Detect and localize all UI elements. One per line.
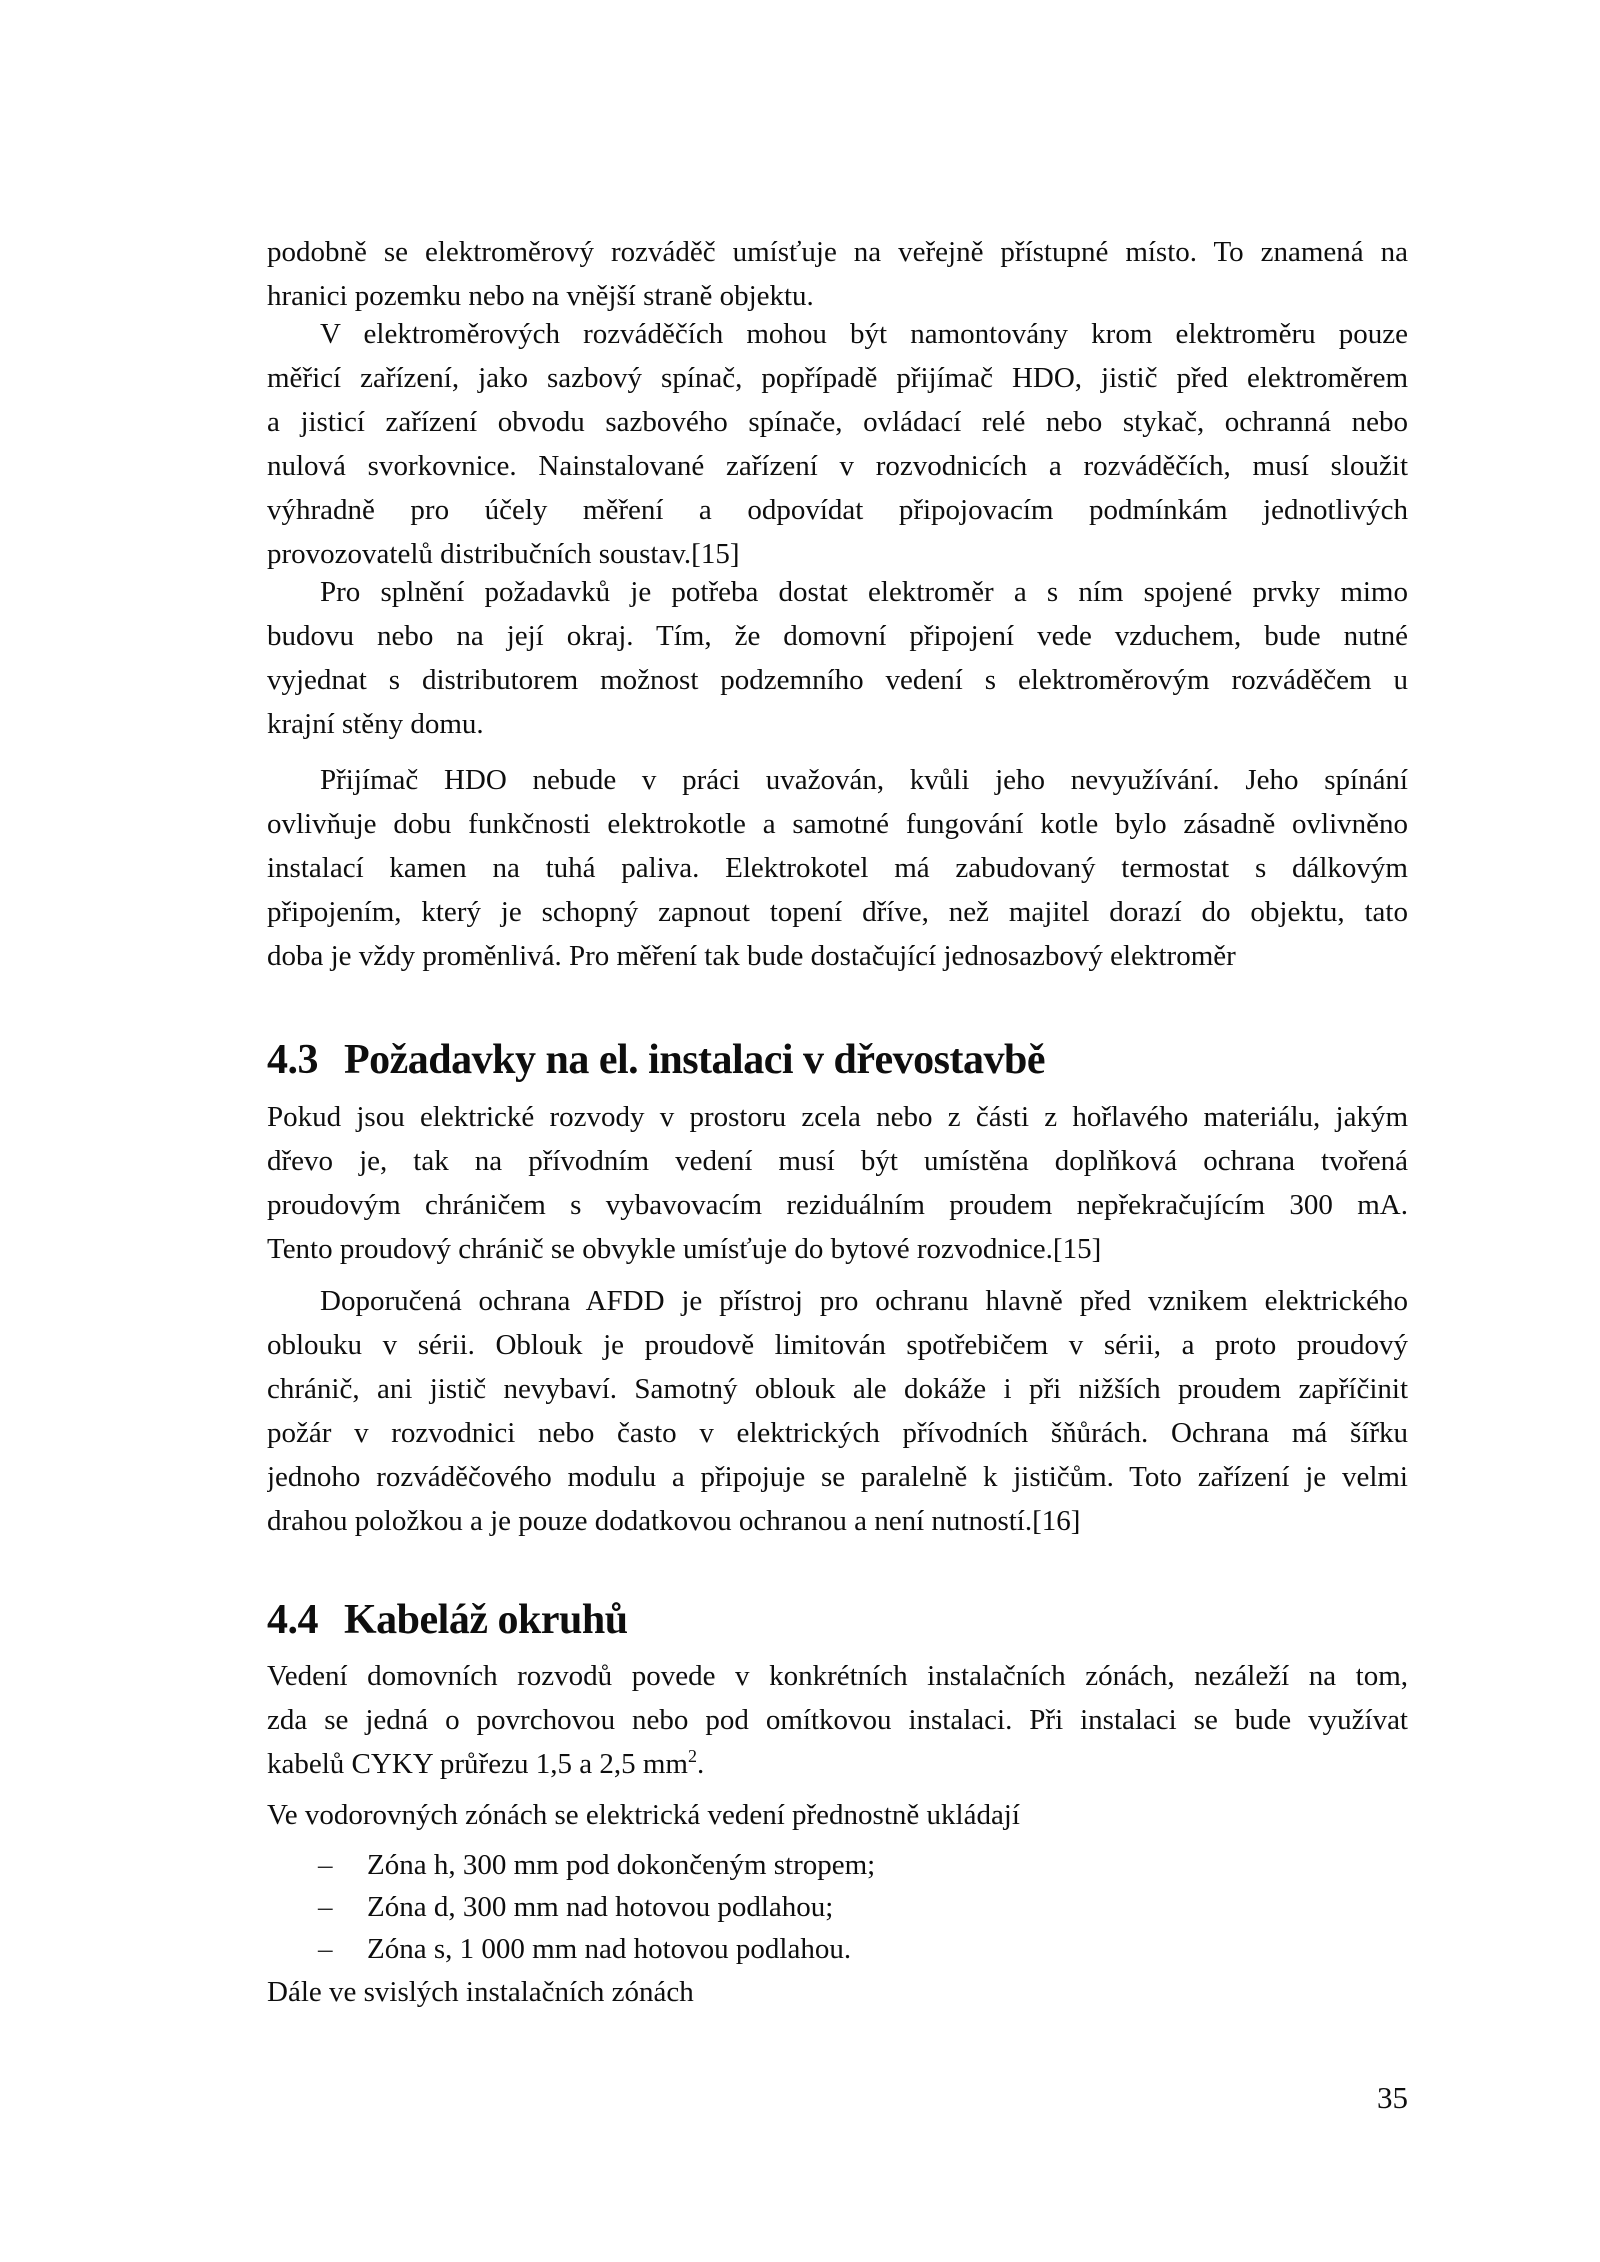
text-line: instalací kamen na tuhá paliva. Elektrokotel má zabudovaný termostat s dálkovým xyxy=(267,852,1408,884)
text-line: Dále ve svislých instalačních zónách xyxy=(267,1976,694,2008)
text-line: Tento proudový chránič se obvykle umísťuje do bytové rozvodnice.[15] xyxy=(267,1233,1102,1265)
text-line: Pokud jsou elektrické rozvody v prostoru zcela nebo z části z hořlavého materiálu, jakým xyxy=(267,1101,1408,1133)
paragraph xyxy=(267,312,1408,576)
text-line: Ve vodorovných zónách se elektrická vedení přednostně ukládají xyxy=(267,1799,1020,1831)
list-dash: – xyxy=(318,1891,333,1923)
text-line: chránič, ani jistič nevybaví. Samotný oblouk ale dokáže i při nižších proudem zapříčinit xyxy=(267,1373,1408,1405)
list-item xyxy=(267,1886,1408,1928)
paragraph xyxy=(267,758,1408,978)
section-title: Kabeláž okruhů xyxy=(344,1597,628,1643)
text-line: vyjednat s distributorem možnost podzemního vedení s elektroměrovým rozváděčem u xyxy=(267,664,1408,696)
text-line: V elektroměrových rozváděčích mohou být namontovány krom elektroměru pouze xyxy=(320,318,1408,350)
list-item xyxy=(267,1928,1408,1970)
section-title: Požadavky na el. instalaci v dřevostavbě xyxy=(344,1037,1045,1083)
text-line: podobně se elektroměrový rozváděč umísťuje na veřejně přístupné místo. To znamená na xyxy=(267,236,1408,268)
text-line: připojením, který je schopný zapnout topení dříve, než majitel dorazí do objektu, tato xyxy=(267,896,1408,928)
zone-list xyxy=(267,1844,1408,1970)
text-line: doba je vždy proměnlivá. Pro měření tak bude dostačující jednosazbový elektroměr xyxy=(267,940,1236,972)
paragraph xyxy=(267,1793,1408,1837)
text-line: Pro splnění požadavků je potřeba dostat elektroměr a s ním spojené prvky mimo xyxy=(320,576,1408,608)
text-line xyxy=(267,1742,1408,1786)
section-number: 4.4 xyxy=(267,1597,318,1643)
text-line: drahou položkou a je pouze dodatkovou ochranou a není nutností.[16] xyxy=(267,1505,1081,1537)
paragraph xyxy=(267,1095,1408,1271)
text-line: výhradně pro účely měření a odpovídat připojovacím podmínkám jednotlivých xyxy=(267,494,1408,526)
superscript: 2 xyxy=(687,1746,697,1766)
text-line: krajní stěny domu. xyxy=(267,708,484,740)
list-dash: – xyxy=(318,1849,333,1881)
text-line: požár v rozvodnici nebo často v elektrických přívodních šňůrách. Ochrana má šířku xyxy=(267,1417,1408,1449)
text-line: hranici pozemku nebo na vnější straně objektu. xyxy=(267,280,814,312)
list-item-text: Zóna d, 300 mm nad hotovou podlahou; xyxy=(367,1891,834,1923)
text-segment: . xyxy=(696,1748,705,1780)
list-dash: – xyxy=(318,1933,333,1965)
paragraph xyxy=(267,570,1408,746)
text-line: Vedení domovních rozvodů povede v konkrétních instalačních zónách, nezáleží na tom, xyxy=(267,1660,1408,1692)
text-line: měřicí zařízení, jako sazbový spínač, popřípadě přijímač HDO, jistič před elektroměrem xyxy=(267,362,1408,394)
section-heading-4-4 xyxy=(267,1592,1408,1648)
text-line: provozovatelů distribučních soustav.[15] xyxy=(267,538,740,570)
section-number: 4.3 xyxy=(267,1037,318,1083)
text-line: nulová svorkovnice. Nainstalované zařízení v rozvodnicích a rozváděčích, musí sloužit xyxy=(267,450,1408,482)
paragraph xyxy=(267,1279,1408,1543)
paragraph xyxy=(267,1970,1408,2014)
text-line: zda se jedná o povrchovou nebo pod omítkovou instalaci. Při instalaci se bude využívat xyxy=(267,1704,1408,1736)
text-line: dřevo je, tak na přívodním vedení musí být umístěna doplňková ochrana tvořená xyxy=(267,1145,1408,1177)
text-line: jednoho rozváděčového modulu a připojuje se paralelně k jističům. Toto zařízení je velmi xyxy=(267,1461,1408,1493)
page-body xyxy=(267,230,1408,2014)
paragraph xyxy=(267,230,1408,318)
paragraph xyxy=(267,1654,1408,1786)
text-line: proudovým chráničem s vybavovacím reziduálním proudem nepřekračujícím 300 mA. xyxy=(267,1189,1408,1221)
text-line: Přijímač HDO nebude v práci uvažován, kvůli jeho nevyužívání. Jeho spínání xyxy=(320,764,1408,796)
text-line: oblouku v sérii. Oblouk je proudově limitován spotřebičem v sérii, a proto proudový xyxy=(267,1329,1408,1361)
section-heading-4-3 xyxy=(267,1032,1408,1088)
text-line: Doporučená ochrana AFDD je přístroj pro ochranu hlavně před vznikem elektrického xyxy=(320,1285,1408,1317)
list-item-text: Zóna s, 1 000 mm nad hotovou podlahou. xyxy=(367,1933,852,1965)
text-segment: kabelů CYKY průřezu 1,5 a 2,5 mm xyxy=(267,1748,688,1780)
text-line: a jisticí zařízení obvodu sazbového spínače, ovládací relé nebo stykač, ochranná nebo xyxy=(267,406,1408,438)
page-number: 35 xyxy=(1377,2080,1408,2115)
text-line: ovlivňuje dobu funkčnosti elektrokotle a samotné fungování kotle bylo zásadně ovlivněno xyxy=(267,808,1408,840)
list-item xyxy=(267,1844,1408,1886)
list-item-text: Zóna h, 300 mm pod dokončeným stropem; xyxy=(367,1849,876,1881)
text-line: budovu nebo na její okraj. Tím, že domovní připojení vede vzduchem, bude nutné xyxy=(267,620,1408,652)
